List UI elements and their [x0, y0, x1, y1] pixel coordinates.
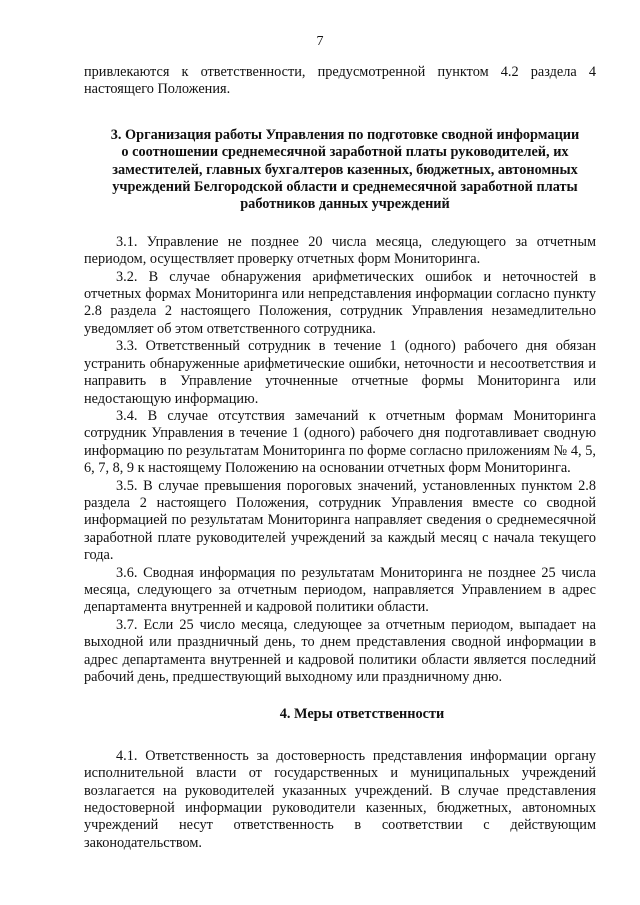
paragraph-3-2: 3.2. В случае обнаружения арифметических ошибок и неточностей в отчетных формах Мониторинга или непредставления информации согласно пункту 2.8 раздела 2 настоящего Положения, сотрудник Управления незамедлительно уведомляет об этом ответственного сотрудника.: [84, 268, 596, 337]
paragraph-3-7: 3.7. Если 25 число месяца, следующее за отчетным периодом, выпадает на выходной или праздничный день, то днем представления сводной информации в адрес департамента внутренней и кадровой политики области является последний рабочий день, предшествующий выходному или праздничному дню.: [84, 616, 596, 685]
section-3-heading: [84, 127, 596, 214]
section-3-heading-line: о соотношении среднемесячной заработной платы руководителей, их: [121, 144, 569, 161]
paragraph-3-3: 3.3. Ответственный сотрудник в течение 1 (одного) рабочего дня обязан устранить обнаруженные арифметические ошибки, неточности и несоответствия и направить в Управление уточненные отчетные формы Мониторинга или недостающую информацию.: [84, 338, 596, 407]
section-4-heading: 4. Меры ответственности: [279, 706, 445, 723]
section-3-heading-line: заместителей, главных бухгалтеров казенных, бюджетных, автономных: [112, 161, 578, 178]
intro-paragraph: привлекаются к ответственности, предусмотренной пунктом 4.2 раздела 4 настоящего Положения.: [84, 64, 596, 98]
paragraph-3-4: 3.4. В случае отсутствия замечаний к отчетным формам Мониторинга сотрудник Управления в течение 1 (одного) рабочего дня подготавливает сводную информацию по результатам Мониторинга по форме согласно приложениям № 4, 5, 6, 7, 8, 9 к настоящему Положению на основании отчетных форм Мониторинга.: [84, 407, 596, 477]
document-body: [84, 64, 596, 852]
paragraph-3-5: 3.5. В случае превышения пороговых значений, установленных пунктом 2.8 раздела 2 настоящего Положения, сотрудник Управления вместе со сводной информацией по результатам Мониторинга направляет сведения о среднемесячной заработной плате руководителей учреждений за каждый месяц с начала текущего года.: [84, 477, 596, 564]
section-3-heading-line: учреждений Белгородской области и среднемесячной заработной платы: [112, 179, 578, 196]
paragraph-3-6: 3.6. Сводная информация по результатам Мониторинга не позднее 25 числа месяца, следующего за отчетным периодом, направляется Управлением в адрес департамента внутренней и кадровой политики области.: [84, 564, 596, 616]
page-number: 7: [316, 34, 324, 49]
section-3-heading-line: работников данных учреждений: [240, 196, 450, 213]
section-3-heading-line: 3. Организация работы Управления по подготовке сводной информации: [110, 126, 580, 143]
paragraph-4-1: 4.1. Ответственность за достоверность представления информации органу исполнительной власти от государственных и муниципальных учреждений возлагается на руководителей указанных учреждений. В случае представления недостоверной информации руководители казенных, бюджетных, автономных учреждений несут ответственность в соответствии с действующим законодательством.: [84, 747, 596, 851]
paragraph-3-1: 3.1. Управление не позднее 20 числа месяца, следующего за отчетным периодом, осуществляет проверку отчетных форм Мониторинга.: [84, 233, 596, 268]
